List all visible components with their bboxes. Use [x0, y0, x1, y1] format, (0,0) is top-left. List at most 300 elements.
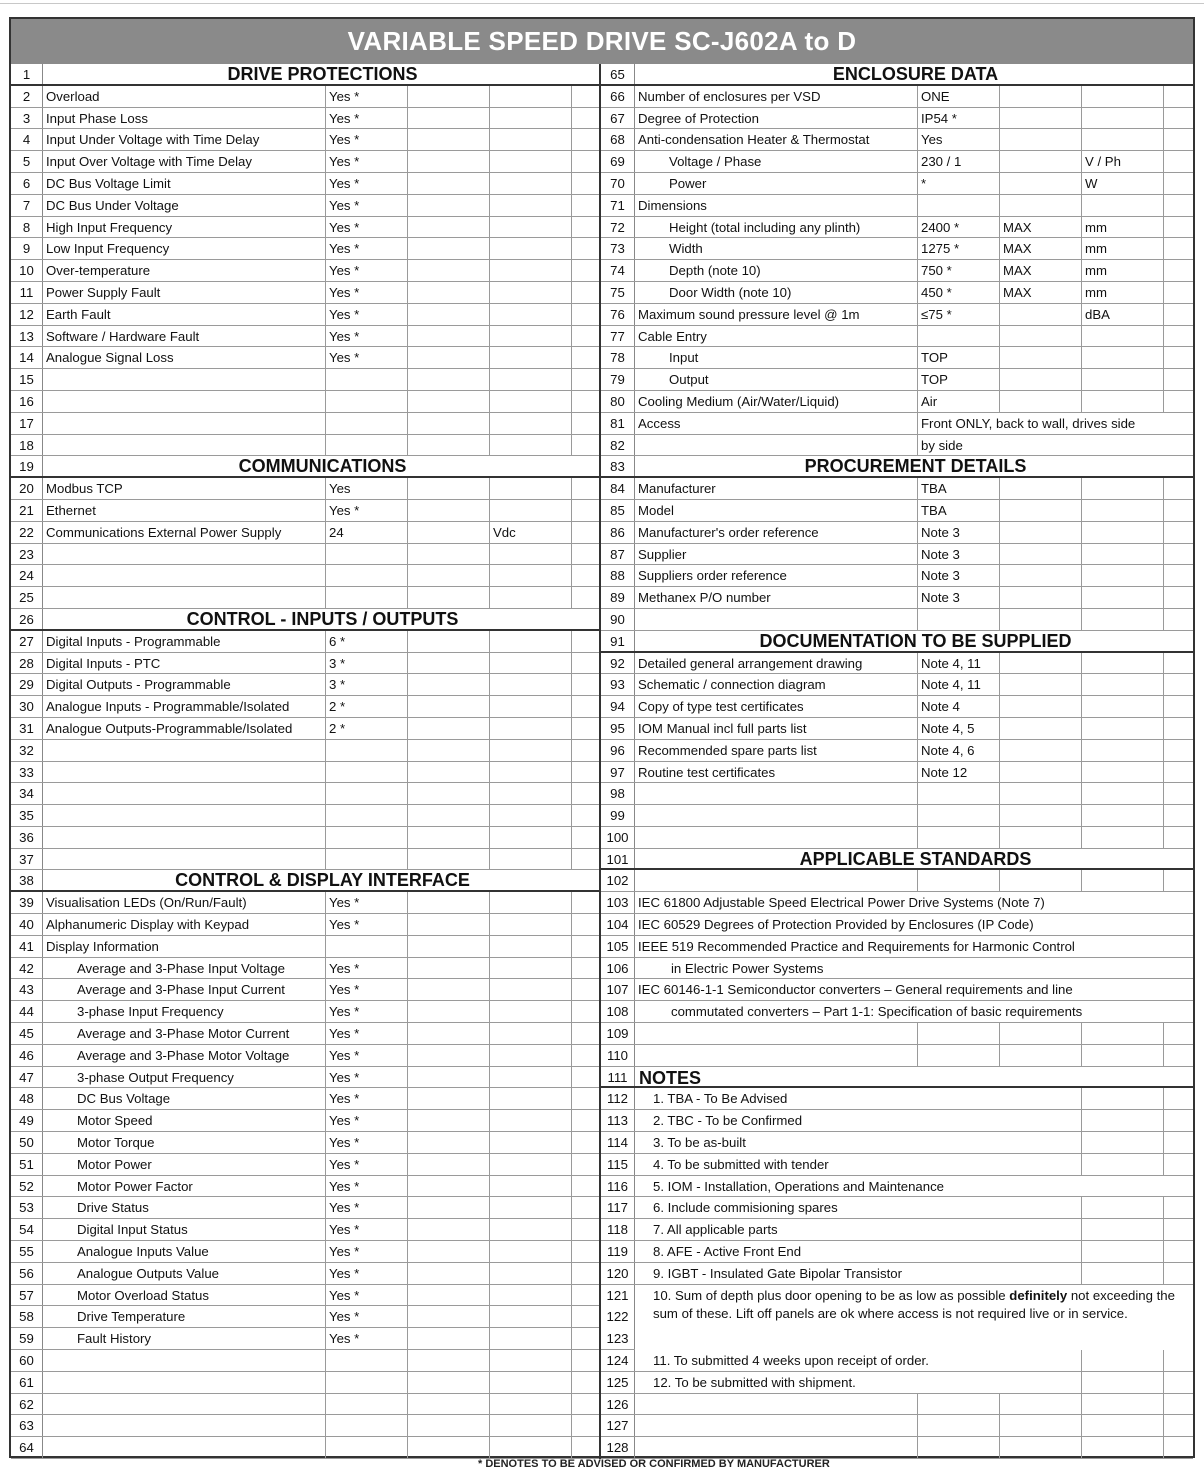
- right-row-79: [601, 369, 1193, 391]
- row-unit: mm: [1082, 282, 1164, 303]
- row-label: 3-phase Input Frequency: [43, 1001, 326, 1022]
- row-label: [43, 435, 326, 456]
- row-number: 51: [11, 1154, 43, 1175]
- row-value: Yes *: [326, 282, 408, 303]
- row-number: 96: [601, 740, 635, 761]
- row-label: [43, 740, 326, 761]
- row-unit: [490, 718, 572, 739]
- row-label: Average and 3-Phase Input Voltage: [43, 958, 326, 979]
- row-qualifier: [408, 500, 490, 521]
- row-label: Copy of type test certificates: [635, 696, 918, 717]
- row-number: 10: [11, 260, 43, 281]
- left-row-5: [11, 151, 599, 173]
- row-extra: [1164, 129, 1193, 150]
- row-unit: [490, 544, 572, 565]
- right-row-66: [601, 86, 1193, 108]
- row-extra: [572, 979, 599, 1000]
- right-column: [601, 64, 1193, 1459]
- right-row-80: [601, 391, 1193, 413]
- row-extra: [1164, 391, 1193, 412]
- row-unit: [1082, 544, 1164, 565]
- row-qualifier: [408, 1437, 490, 1458]
- row-label: Motor Power: [43, 1154, 326, 1175]
- right-row-113: [601, 1110, 1193, 1132]
- row-qualifier: [408, 1372, 490, 1393]
- row-value: 3 *: [326, 674, 408, 695]
- row-unit: [1082, 870, 1164, 891]
- row-value: [326, 740, 408, 761]
- row-extra: [1164, 674, 1193, 695]
- row-extra: [1164, 173, 1193, 194]
- left-row-33: [11, 762, 599, 784]
- right-row-96: [601, 740, 1193, 762]
- row-qualifier: [408, 391, 490, 412]
- left-row-35: [11, 805, 599, 827]
- row-qualifier: [408, 827, 490, 848]
- row-label: [43, 413, 326, 434]
- row-label: Schematic / connection diagram: [635, 674, 918, 695]
- row-value: 6 *: [326, 631, 408, 652]
- full-text: commutated converters – Part 1-1: Specification of basic requirements: [671, 1004, 1083, 1020]
- row-label: [43, 849, 326, 870]
- row-unit: [490, 217, 572, 238]
- note-text: 2. TBC - To be Confirmed: [635, 1110, 1082, 1131]
- row-number: 70: [601, 173, 635, 194]
- footer-note: * DENOTES TO BE ADVISED OR CONFIRMED BY MANUFACTURER: [478, 1458, 830, 1470]
- right-row-75: [601, 282, 1193, 304]
- row-unit: [490, 1154, 572, 1175]
- left-row-62: [11, 1394, 599, 1416]
- left-row-16: [11, 391, 599, 413]
- row-qualifier: [408, 1306, 490, 1327]
- right-row-91: [601, 631, 1193, 653]
- row-number: 109: [601, 1023, 635, 1044]
- row-number: 63: [11, 1415, 43, 1436]
- row-value: Yes *: [326, 1110, 408, 1131]
- row-number: 89: [601, 587, 635, 608]
- row-label: DC Bus Under Voltage: [43, 195, 326, 216]
- left-row-19: [11, 456, 599, 478]
- row-qualifier: [408, 478, 490, 499]
- row-value: [326, 1350, 408, 1371]
- note-text: 12. To be submitted with shipment.: [635, 1372, 1082, 1393]
- row-label: Degree of Protection: [635, 108, 918, 129]
- row-extra: [1164, 1045, 1193, 1066]
- row-label: Depth (note 10): [635, 260, 918, 281]
- right-row-98: [601, 783, 1193, 805]
- row-extra: [572, 1415, 599, 1436]
- row-qualifier: [408, 1088, 490, 1109]
- row-unit: [490, 565, 572, 586]
- row-value: 3 *: [326, 653, 408, 674]
- row-extra: [572, 674, 599, 695]
- row-value: 2 *: [326, 696, 408, 717]
- row-label: Analogue Inputs - Programmable/Isolated: [43, 696, 326, 717]
- row-value: [918, 870, 1000, 891]
- row-value: Yes *: [326, 1088, 408, 1109]
- row-value: Yes *: [326, 1023, 408, 1044]
- row-qualifier: [408, 587, 490, 608]
- row-value: [326, 805, 408, 826]
- row-extra: [572, 762, 599, 783]
- row-value: [326, 587, 408, 608]
- note-text: 6. Include commisioning spares: [635, 1197, 1082, 1218]
- cell-extra: [1164, 1154, 1193, 1175]
- left-row-46: [11, 1045, 599, 1067]
- row-unit: [490, 1045, 572, 1066]
- row-value: ONE: [918, 86, 1000, 107]
- left-row-61: [11, 1372, 599, 1394]
- row-qualifier: [1000, 609, 1082, 630]
- row-unit: mm: [1082, 217, 1164, 238]
- row-extra: [572, 173, 599, 194]
- row-value: Yes *: [326, 1132, 408, 1153]
- row-extra: [1164, 740, 1193, 761]
- row-qualifier: [408, 1132, 490, 1153]
- cell-extra: [1164, 1241, 1193, 1262]
- row-number: 65: [601, 64, 635, 84]
- row-number: 22: [11, 522, 43, 543]
- row-number: 11: [11, 282, 43, 303]
- row-unit: [490, 1241, 572, 1262]
- row-value: [918, 326, 1000, 347]
- row-unit: [1082, 609, 1164, 630]
- row-unit: [1082, 565, 1164, 586]
- right-row-90: [601, 609, 1193, 631]
- left-row-11: [11, 282, 599, 304]
- row-label: [43, 1415, 326, 1436]
- row-extra: [572, 326, 599, 347]
- row-extra: [572, 304, 599, 325]
- row-unit: [490, 1263, 572, 1284]
- row-number: 29: [11, 674, 43, 695]
- row-number: 88: [601, 565, 635, 586]
- row-qualifier: [1000, 696, 1082, 717]
- row-value: [918, 1045, 1000, 1066]
- row-qualifier: [1000, 805, 1082, 826]
- row-qualifier: [1000, 762, 1082, 783]
- row-value: Yes *: [326, 1067, 408, 1088]
- row-value: TBA: [918, 478, 1000, 499]
- row-number: 2: [11, 86, 43, 107]
- note-text: 1. TBA - To Be Advised: [635, 1088, 1082, 1109]
- row-value: Yes *: [326, 979, 408, 1000]
- cell-unit: [1082, 1110, 1164, 1131]
- row-extra: [572, 1372, 599, 1393]
- row-extra: [572, 195, 599, 216]
- row-label: Motor Overload Status: [43, 1285, 326, 1306]
- row-number: 49: [11, 1110, 43, 1131]
- row-extra: [572, 1306, 599, 1327]
- row-number: 56: [11, 1263, 43, 1284]
- right-row-124: [601, 1350, 1193, 1372]
- row-value: IP54 *: [918, 108, 1000, 129]
- row-number: 95: [601, 718, 635, 739]
- row-label: Methanex P/O number: [635, 587, 918, 608]
- row-extra: [572, 1154, 599, 1175]
- row-extra: [572, 718, 599, 739]
- row-qualifier: [1000, 108, 1082, 129]
- cell-extra: [1164, 1263, 1193, 1284]
- row-extra: [1164, 783, 1193, 804]
- row-qualifier: [408, 544, 490, 565]
- row-label: [43, 565, 326, 586]
- row-label: Drive Temperature: [43, 1306, 326, 1327]
- row-value: [326, 783, 408, 804]
- row-label: 3-phase Output Frequency: [43, 1067, 326, 1088]
- row-extra: [572, 1350, 599, 1371]
- note-text: 7. All applicable parts: [635, 1219, 1082, 1240]
- row-label: Software / Hardware Fault: [43, 326, 326, 347]
- left-row-57: [11, 1285, 599, 1307]
- cell-extra: [1164, 1132, 1193, 1153]
- row-unit: [490, 1219, 572, 1240]
- row-unit: [490, 653, 572, 674]
- row-label: [43, 544, 326, 565]
- right-row-89: [601, 587, 1193, 609]
- row-unit: [490, 587, 572, 608]
- row-unit: [490, 740, 572, 761]
- row-unit: [1082, 522, 1164, 543]
- row-unit: [490, 914, 572, 935]
- row-label: Cooling Medium (Air/Water/Liquid): [635, 391, 918, 412]
- row-label: [43, 1437, 326, 1458]
- full-text: IEEE 519 Recommended Practice and Requirements for Harmonic Control: [638, 938, 1075, 954]
- row-extra: [572, 565, 599, 586]
- row-label: DC Bus Voltage Limit: [43, 173, 326, 194]
- row-value: [918, 1437, 1000, 1458]
- row-extra: [572, 653, 599, 674]
- right-row-85: [601, 500, 1193, 522]
- row-number: 21: [11, 500, 43, 521]
- row-label: Dimensions: [635, 195, 918, 216]
- row-qualifier: [408, 718, 490, 739]
- row-value: Note 4, 5: [918, 718, 1000, 739]
- row-unit: [1082, 696, 1164, 717]
- row-number: 84: [601, 478, 635, 499]
- row-number: 68: [601, 129, 635, 150]
- note-text: 3. To be as-built: [635, 1132, 1082, 1153]
- left-row-50: [11, 1132, 599, 1154]
- row-value: Yes *: [326, 914, 408, 935]
- row-qualifier: [408, 1285, 490, 1306]
- cell-extra: [1164, 1372, 1193, 1393]
- row-label: [635, 609, 918, 630]
- row-qualifier: MAX: [1000, 238, 1082, 259]
- row-value: [326, 1394, 408, 1415]
- row-value: 230 / 1: [918, 151, 1000, 172]
- left-row-20: [11, 478, 599, 500]
- row-label: Width: [635, 238, 918, 259]
- row-number: 67: [601, 108, 635, 129]
- row-label: [635, 805, 918, 826]
- left-row-24: [11, 565, 599, 587]
- row-number: 112: [601, 1088, 635, 1109]
- row-unit: [1082, 1394, 1164, 1415]
- notes-heading: NOTES: [639, 1067, 702, 1088]
- row-number: 15: [11, 369, 43, 390]
- row-number: 52: [11, 1176, 43, 1197]
- row-number: 74: [601, 260, 635, 281]
- left-row-42: [11, 958, 599, 980]
- right-row-76: [601, 304, 1193, 326]
- row-unit: [1082, 827, 1164, 848]
- row-value: Note 4, 6: [918, 740, 1000, 761]
- row-value: Yes *: [326, 195, 408, 216]
- row-unit: [490, 827, 572, 848]
- row-extra: [572, 108, 599, 129]
- row-number: 40: [11, 914, 43, 935]
- row-qualifier: [408, 1001, 490, 1022]
- row-value: Yes *: [326, 217, 408, 238]
- row-unit: [490, 326, 572, 347]
- right-row-71: [601, 195, 1193, 217]
- row-number: 19: [11, 456, 43, 476]
- row-qualifier: [408, 173, 490, 194]
- row-number: 75: [601, 282, 635, 303]
- row-label: Motor Power Factor: [43, 1176, 326, 1197]
- row-value: Yes *: [326, 108, 408, 129]
- right-row-92: [601, 653, 1193, 675]
- row-unit: [490, 151, 572, 172]
- row-qualifier: [408, 762, 490, 783]
- section-heading: CONTROL - INPUTS / OUTPUTS: [186, 608, 459, 629]
- row-extra: [572, 849, 599, 870]
- left-row-40: [11, 914, 599, 936]
- row-qualifier: [408, 369, 490, 390]
- row-number: 110: [601, 1045, 635, 1066]
- row-label: [43, 587, 326, 608]
- left-row-9: [11, 238, 599, 260]
- section-heading: ENCLOSURE DATA: [832, 64, 999, 84]
- row-unit: [1082, 740, 1164, 761]
- row-qualifier: [408, 86, 490, 107]
- row-qualifier: [408, 1415, 490, 1436]
- row-number: 46: [11, 1045, 43, 1066]
- row-value: Yes *: [326, 1263, 408, 1284]
- row-number: 47: [11, 1067, 43, 1088]
- row-value: Yes *: [326, 173, 408, 194]
- row-extra: [1164, 609, 1193, 630]
- row-unit: [490, 936, 572, 957]
- row-value: TOP: [918, 369, 1000, 390]
- left-row-58: [11, 1306, 599, 1328]
- row-number: 34: [11, 783, 43, 804]
- row-label: Supplier: [635, 544, 918, 565]
- row-unit: [490, 805, 572, 826]
- row-value: 750 *: [918, 260, 1000, 281]
- row-label: Analogue Outputs Value: [43, 1263, 326, 1284]
- left-row-54: [11, 1219, 599, 1241]
- row-number: 71: [601, 195, 635, 216]
- right-row-117: [601, 1197, 1193, 1219]
- row-qualifier: [408, 1110, 490, 1131]
- row-unit: [1082, 653, 1164, 674]
- section-heading: CONTROL & DISPLAY INTERFACE: [175, 870, 470, 891]
- row-unit: [1082, 478, 1164, 499]
- section-heading: PROCUREMENT DETAILS: [804, 456, 1027, 477]
- row-label: Anti-condensation Heater & Thermostat: [635, 129, 918, 150]
- left-row-21: [11, 500, 599, 522]
- row-extra: [572, 1132, 599, 1153]
- row-extra: [572, 914, 599, 935]
- row-qualifier: [408, 1176, 490, 1197]
- row-extra: [572, 958, 599, 979]
- right-row-67: [601, 108, 1193, 130]
- row-qualifier: [1000, 304, 1082, 325]
- row-unit: [490, 260, 572, 281]
- row-number: 114: [601, 1132, 635, 1153]
- row-number: 115: [601, 1154, 635, 1175]
- row-label: Digital Inputs - PTC: [43, 653, 326, 674]
- row-label: Modbus TCP: [43, 478, 326, 499]
- row-value: [326, 1437, 408, 1458]
- right-row-77: [601, 326, 1193, 348]
- row-qualifier: [408, 1023, 490, 1044]
- sheet-title: VARIABLE SPEED DRIVE SC-J602A to D: [11, 19, 1193, 64]
- row-value: Yes *: [326, 1285, 408, 1306]
- row-qualifier: [1000, 653, 1082, 674]
- row-extra: [1164, 260, 1193, 281]
- row-unit: dBA: [1082, 304, 1164, 325]
- row-unit: [1082, 86, 1164, 107]
- row-extra: [572, 1197, 599, 1218]
- row-label: Digital Input Status: [43, 1219, 326, 1240]
- cell-extra: [1164, 1197, 1193, 1218]
- left-row-55: [11, 1241, 599, 1263]
- row-number: 76: [601, 304, 635, 325]
- row-value: 2400 *: [918, 217, 1000, 238]
- row-label: Over-temperature: [43, 260, 326, 281]
- right-row-99: [601, 805, 1193, 827]
- row-number: 113: [601, 1110, 635, 1131]
- row-extra: [572, 347, 599, 368]
- row-number: 122: [601, 1306, 635, 1328]
- row-value: [918, 827, 1000, 848]
- row-value: 2 *: [326, 718, 408, 739]
- row-extra: [1164, 369, 1193, 390]
- row-number: 97: [601, 762, 635, 783]
- row-qualifier: [408, 238, 490, 259]
- row-number: 121: [601, 1285, 635, 1307]
- row-qualifier: [1000, 391, 1082, 412]
- row-extra: [1164, 762, 1193, 783]
- row-value: Note 4: [918, 696, 1000, 717]
- row-label: Door Width (note 10): [635, 282, 918, 303]
- row-qualifier: [408, 347, 490, 368]
- right-row-104: [601, 914, 1193, 936]
- row-value: Yes *: [326, 129, 408, 150]
- row-number: 13: [11, 326, 43, 347]
- row-value: [326, 544, 408, 565]
- row-unit: [490, 1023, 572, 1044]
- row-number: 4: [11, 129, 43, 150]
- row-extra: [1164, 326, 1193, 347]
- row-label: Input Under Voltage with Time Delay: [43, 129, 326, 150]
- row-label: Detailed general arrangement drawing: [635, 653, 918, 674]
- row-extra: [1164, 827, 1193, 848]
- left-row-41: [11, 936, 599, 958]
- left-row-44: [11, 1001, 599, 1023]
- row-unit: [1082, 805, 1164, 826]
- row-qualifier: [408, 958, 490, 979]
- row-extra: [1164, 217, 1193, 238]
- row-value: Yes: [326, 478, 408, 499]
- row-number: 90: [601, 609, 635, 630]
- row-unit: [1082, 1415, 1164, 1436]
- row-number: 48: [11, 1088, 43, 1109]
- row-qualifier: [408, 1241, 490, 1262]
